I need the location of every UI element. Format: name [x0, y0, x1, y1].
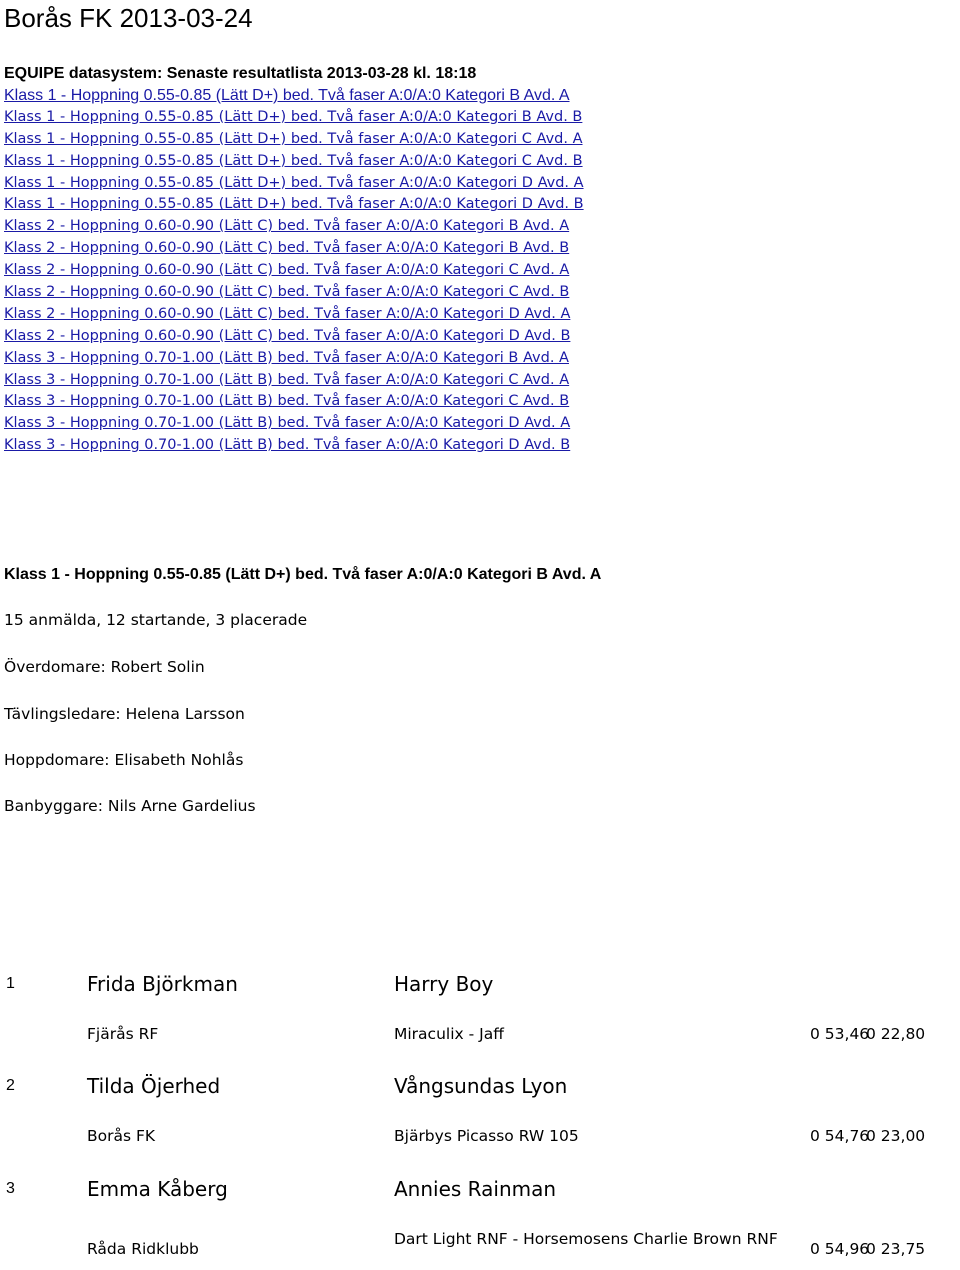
class-link[interactable]: Klass 3 - Hoppning 0.70-1.00 (Lätt B) bed. Två faser A:0/A:0 Kategori B Avd. A [4, 349, 569, 366]
class-heading: Klass 1 - Hoppning 0.55-0.85 (Lätt D+) bed. Två faser A:0/A:0 Kategori B Avd. A [4, 566, 602, 583]
rider-name: Emma Kåberg [87, 1177, 228, 1201]
class-link-list [4, 85, 584, 457]
phase1-result: 0 54,76 [810, 1127, 870, 1145]
horse-name: Harry Boy [394, 972, 494, 996]
head-judge: Överdomare: Robert Solin [4, 658, 205, 676]
phase2-result: 0 22,80 [866, 1025, 926, 1043]
horse-pedigree: Bjärbys Picasso RW 105 [394, 1127, 579, 1145]
horse-name: Vångsundas Lyon [394, 1074, 568, 1098]
class-link[interactable]: Klass 2 - Hoppning 0.60-0.90 (Lätt C) bed. Två faser A:0/A:0 Kategori B Avd. A [4, 218, 570, 235]
course-builder: Banbyggare: Nils Arne Gardelius [4, 797, 256, 815]
class-link[interactable]: Klass 1 - Hoppning 0.55-0.85 (Lätt D+) bed. Två faser A:0/A:0 Kategori B Avd. B [4, 108, 583, 125]
rider-name: Tilda Öjerhed [87, 1074, 221, 1098]
jump-judge: Hoppdomare: Elisabeth Nohlås [4, 751, 244, 769]
class-link[interactable]: Klass 1 - Hoppning 0.55-0.85 (Lätt D+) bed. Två faser A:0/A:0 Kategori C Avd. B [4, 152, 583, 169]
class-link[interactable]: Klass 2 - Hoppning 0.60-0.90 (Lätt C) bed. Två faser A:0/A:0 Kategori B Avd. B [4, 240, 570, 257]
entry-counts: 15 anmälda, 12 startande, 3 placerade [4, 611, 308, 629]
club-name: Borås FK [87, 1127, 156, 1145]
rider-name: Frida Björkman [87, 972, 238, 996]
class-link[interactable]: Klass 2 - Hoppning 0.60-0.90 (Lätt C) bed. Två faser A:0/A:0 Kategori D Avd. B [4, 327, 571, 344]
class-link[interactable]: Klass 1 - Hoppning 0.55-0.85 (Lätt D+) bed. Två faser A:0/A:0 Kategori B Avd. A [4, 87, 570, 104]
class-link[interactable]: Klass 3 - Hoppning 0.70-1.00 (Lätt B) bed. Två faser A:0/A:0 Kategori D Avd. B [4, 437, 571, 454]
phase2-result: 0 23,75 [866, 1240, 926, 1258]
class-link[interactable]: Klass 2 - Hoppning 0.60-0.90 (Lätt C) bed. Två faser A:0/A:0 Kategori D Avd. A [4, 305, 571, 322]
class-link[interactable]: Klass 1 - Hoppning 0.55-0.85 (Lätt D+) bed. Två faser A:0/A:0 Kategori D Avd. A [4, 174, 584, 191]
class-link[interactable]: Klass 2 - Hoppning 0.60-0.90 (Lätt C) bed. Två faser A:0/A:0 Kategori C Avd. A [4, 262, 570, 279]
class-link[interactable]: Klass 3 - Hoppning 0.70-1.00 (Lätt B) bed. Två faser A:0/A:0 Kategori C Avd. B [4, 393, 570, 410]
class-link[interactable]: Klass 2 - Hoppning 0.60-0.90 (Lätt C) bed. Två faser A:0/A:0 Kategori C Avd. B [4, 284, 570, 301]
horse-pedigree: Miraculix - Jaff [394, 1025, 504, 1043]
club-name: Råda Ridklubb [87, 1240, 199, 1258]
placing: 3 [6, 1180, 15, 1197]
phase1-result: 0 53,46 [810, 1025, 870, 1043]
phase1-result: 0 54,96 [810, 1240, 870, 1258]
results-list-header: EQUIPE datasystem: Senaste resultatlista 2013-03-28 kl. 18:18 [4, 65, 477, 82]
class-link[interactable]: Klass 3 - Hoppning 0.70-1.00 (Lätt B) bed. Två faser A:0/A:0 Kategori D Avd. A [4, 415, 571, 432]
placing: 2 [6, 1077, 15, 1094]
page-title: Borås FK 2013-03-24 [4, 3, 253, 33]
placing: 1 [6, 975, 15, 992]
class-link[interactable]: Klass 1 - Hoppning 0.55-0.85 (Lätt D+) bed. Två faser A:0/A:0 Kategori C Avd. A [4, 130, 583, 147]
horse-pedigree: Dart Light RNF - Horsemosens Charlie Brown RNF [394, 1230, 778, 1248]
class-link[interactable]: Klass 3 - Hoppning 0.70-1.00 (Lätt B) bed. Två faser A:0/A:0 Kategori C Avd. A [4, 371, 570, 388]
class-link[interactable]: Klass 1 - Hoppning 0.55-0.85 (Lätt D+) bed. Två faser A:0/A:0 Kategori D Avd. B [4, 196, 584, 213]
competition-leader: Tävlingsledare: Helena Larsson [4, 705, 245, 723]
club-name: Fjärås RF [87, 1025, 159, 1043]
horse-name: Annies Rainman [394, 1177, 557, 1201]
phase2-result: 0 23,00 [866, 1127, 926, 1145]
